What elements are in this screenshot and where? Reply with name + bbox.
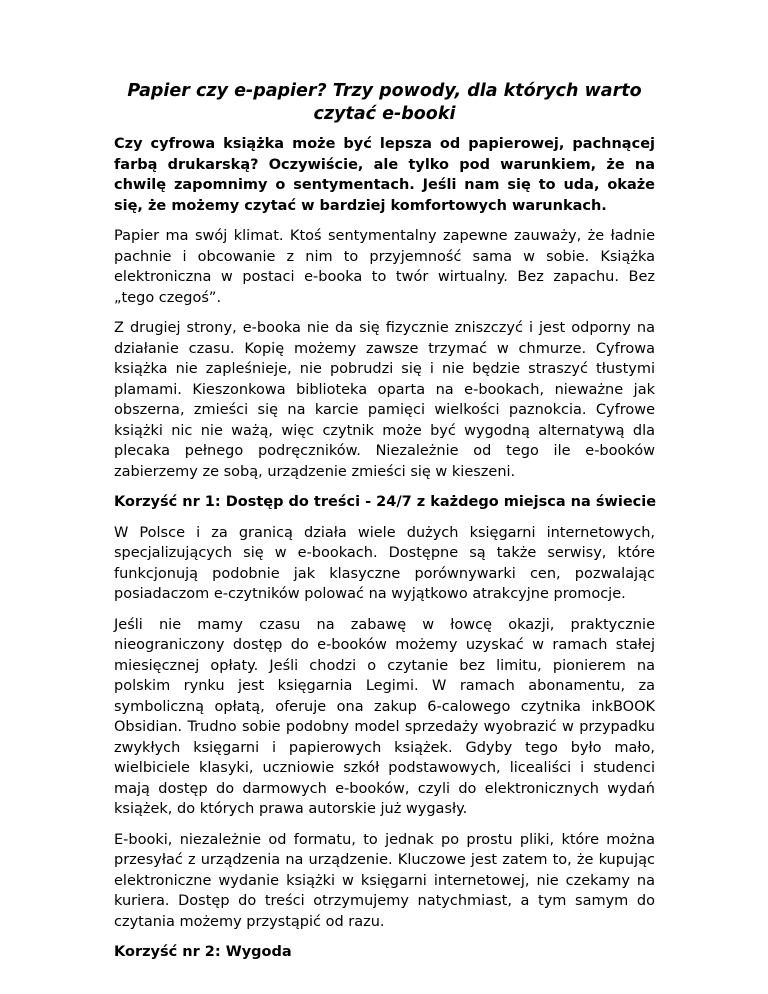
section-1-paragraph-3: E-booki, niezależnie od formatu, to jednak po prostu pliki, które można przesyłać z urządzenia na urządzenie. Kluczowe jest zatem to, że kupując elektroniczne wydanie książki w księgarni internetowej, nie czekamy na kuriera. Dostęp do treści otrzymujemy natychmiast, a tym samym do czytania możemy przystąpić od razu. (114, 831, 655, 930)
intro-paragraph-2: Z drugiej strony, e-booka nie da się fizycznie zniszczyć i jest odporny na działanie czasu. Kopię możemy zawsze trzymać w chmurze. Cyfrowa książka nie zapleśnieje, nie pobrudzi się i nie będzie straszyć tłustymi plamami. Kieszonkowa biblioteka oparta na e-bookach, nieważne jak obszerna, zmieści się na karcie pamięci wielkości paznokcia. Cyfrowe książki nic nie ważą, więc czytnik może być wygodną alternatywą dla plecaka pełnego podręczników. Niezależnie od tego ile e-booków zabierzemy ze sobą, urządzenie zmieści się w kieszeni. (114, 320, 655, 480)
document-page (114, 80, 655, 973)
section-2-heading: Korzyść nr 2: Wygoda (114, 944, 292, 960)
section-1-heading: Korzyść nr 1: Dostęp do treści - 24/7 z każdego miejsca na świecie (114, 494, 657, 510)
document-title: Papier czy e-papier? Trzy powody, dla których warto czytać e-booki (127, 81, 642, 124)
lead-paragraph: Czy cyfrowa książka może być lepsza od papierowej, pachnącej farbą drukarską? Oczywiście, ale tylko pod warunkiem, że na chwilę zapomnimy o sentymentach. Jeśli nam się to uda, okaże się, że możemy czytać w bardziej komfortowych warunkach. (114, 136, 655, 214)
section-1-paragraph-1: W Polsce i za granicą działa wiele dużych księgarni internetowych, specjalizujących się w e-bookach. Dostępne są także serwisy, które funkcjonują podobnie jak klasyczne porównywarki cen, pozwalając posiadaczom e-czytników polować na wyjątkowo atrakcyjne promocje. (114, 524, 655, 602)
intro-paragraph-1: Papier ma swój klimat. Ktoś sentymentalny zapewne zauważy, że ładnie pachnie i obcowanie z nim to przyjemność sama w sobie. Książka elektroniczna w postaci e-booka to twór wirtualny. Bez zapachu. Bez „tego czegoś”. (114, 228, 655, 306)
section-1-paragraph-2: Jeśli nie mamy czasu na zabawę w łowcę okazji, praktycznie nieograniczony dostęp do e-booków możemy uzyskać w ramach stałej miesięcznej opłaty. Jeśli chodzi o czytanie bez limitu, pionierem na polskim rynku jest księgarnia Legimi. W ramach abonamentu, za symboliczną opłatą, oferuje ona zakup 6-calowego czytnika inkBOOK Obsidian. Trudno sobie podobny model sprzedaży wyobrazić w przypadku zwykłych księgarni i papierowych książek. Gdyby tego było mało, wielbiciele klasyki, uczniowie szkół podstawowych, licealiści i studenci mają dostęp do darmowych e-booków, czyli do elektronicznych wydań książek, do których prawa autorskie już wygasły. (114, 616, 655, 817)
